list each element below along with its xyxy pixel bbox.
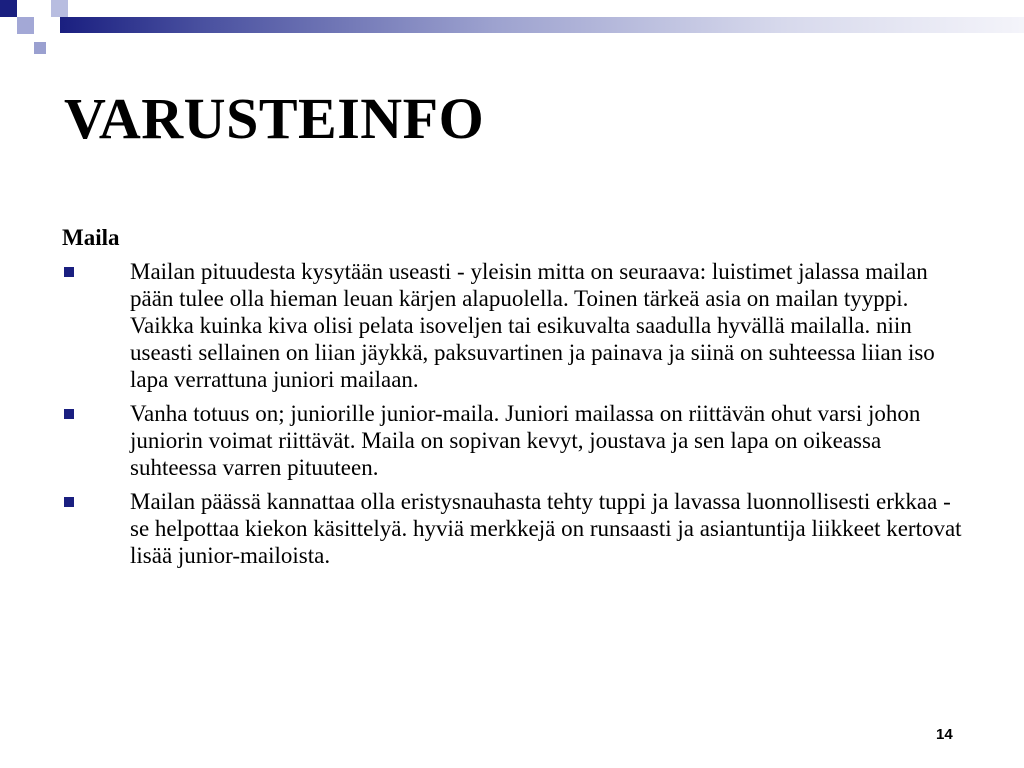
square-bullet-icon — [64, 409, 74, 419]
square-bullet-icon — [64, 497, 74, 507]
bullet-text: Vanha totuus on; juniorille junior-maila. Juniori mailassa on riittävän ohut varsi johon juniorin voimat riittävät. Maila on sopivan kevyt, joustava ja sen lapa on oikeassa suhteessa varren pituuteen. — [130, 401, 921, 480]
bullet-text: Mailan pituudesta kysytään useasti - yleisin mitta on seuraava: luistimet jalassa mailan pään tulee olla hieman leuan kärjen alapuolella. Toinen tärkeä asia on mailan tyyppi. Vaikka kuinka kiva olisi pelata isoveljen tai esikuvalta saadulla hyvällä mailalla. niin useasti sellainen on liian jäykkä, paksuvartinen ja painava ja siinä on suhteessa liian iso lapa verrattuna juniori mailaan. — [130, 259, 935, 392]
header-gradient-bar — [60, 17, 1024, 33]
bullet-item — [62, 258, 962, 393]
decorative-square — [34, 17, 51, 34]
decorative-square — [0, 0, 17, 17]
decorative-square — [17, 0, 34, 17]
decorative-square — [17, 34, 34, 51]
slide-title: VARUSTEINFO — [64, 86, 485, 151]
slide-content — [62, 224, 962, 576]
bullet-list — [62, 258, 962, 569]
decorative-square — [17, 17, 34, 34]
bullet-item — [62, 400, 962, 481]
decorative-square — [34, 0, 51, 17]
square-bullet-icon — [64, 267, 74, 277]
section-heading: Maila — [62, 225, 120, 250]
decorative-square — [0, 17, 17, 34]
decorative-square — [51, 0, 68, 17]
bullet-item — [62, 488, 962, 569]
bullet-text: Mailan päässä kannattaa olla eristysnauhasta tehty tuppi ja lavassa luonnollisesti erkkaa - se helpottaa kiekon käsittelyä. hyviä merkkejä on runsaasti ja asiantuntija liikkeet kertovat lisää junior-mailoista. — [130, 489, 962, 568]
decorative-square — [34, 42, 46, 54]
page-number: 14 — [936, 726, 953, 743]
